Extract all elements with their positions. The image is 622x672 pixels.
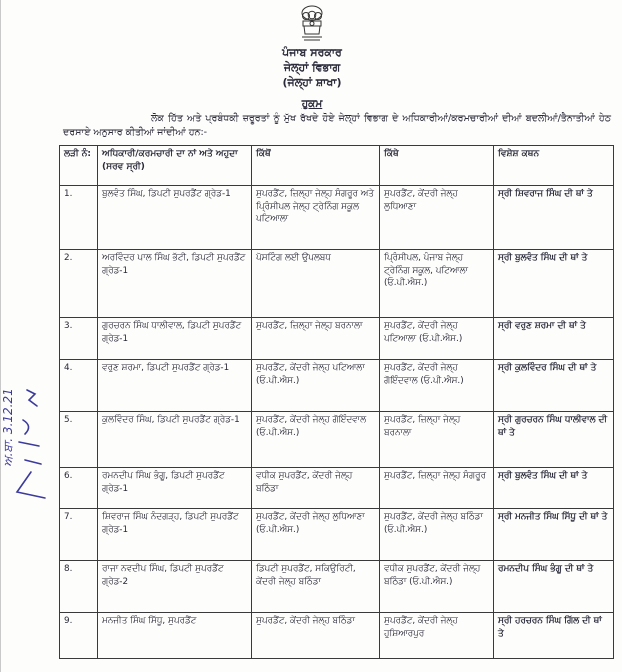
cell-serial: 9.: [60, 613, 98, 659]
cell-officer: ਕੁਲਵਿੰਦਰ ਸਿੰਘ, ਡਿਪਟੀ ਸੁਪਰਡੈਂਟ ਗ੍ਰੇਡ-1: [98, 412, 252, 468]
table-row: [60, 561, 614, 613]
cell-officer: ਵਰੁਣ ਸ਼ਰਮਾ, ਡਿਪਟੀ ਸੁਪਰਡੈਂਟ ਗ੍ਰੇਡ-1: [98, 360, 252, 412]
cell-remarks: ਸ੍ਰੀ ਬੁਲਵੰਤ ਸਿੰਘ ਦੀ ਥਾਂ ਤੇ: [494, 250, 614, 318]
cell-remarks: ਸ੍ਰੀ ਹਰਚਰਨ ਸਿੰਘ ਗਿੱਲ ਦੀ ਥਾਂ ਤੇ: [494, 613, 614, 659]
header-from: ਕਿੱਥੋਂ: [252, 146, 380, 186]
table-row: [60, 509, 614, 561]
cell-from: ਡਿਪਟੀ ਸੁਪਰਡੈਂਟ, ਸਕਿਉਰਿਟੀ, ਕੇਂਦਰੀ ਜੇਲ੍ਹ ਬਠਿੰਡਾ: [252, 561, 380, 613]
header-serial: ਲੜੀ ਨੰ:: [60, 146, 98, 186]
cell-to: ਸੁਪਰਡੈਂਟ, ਕੇਂਦਰੀ ਜੇਲ੍ਹ ਹੁਸ਼ਿਆਰਪੁਰ: [380, 613, 494, 659]
table-row: [60, 412, 614, 468]
branch-title: (ਜੇਲ੍ਹਾਂ ਸ਼ਾਖਾ): [282, 76, 342, 89]
cell-remarks: ਸ੍ਰੀ ਕੁਲਵਿੰਦਰ ਸਿੰਘ ਦੀ ਥਾਂ ਤੇ: [494, 360, 614, 412]
table-row: [60, 250, 614, 318]
cell-from: ਪੋਸਟਿੰਗ ਲਈ ਉਪਲਬਧ: [252, 250, 380, 318]
cell-from: ਸੁਪਰਡੈਂਟ, ਜ਼ਿਲ੍ਹਾ ਜੇਲ੍ਹ ਸੰਗਰੂਰ ਅਤੇ ਪ੍ਰਿੰਸੀਪਲ ਜੇਲ੍ਹ ਟ੍ਰੇਨਿੰਗ ਸਕੂਲ ਪਟਿਆਲਾ: [252, 186, 380, 250]
table-header-row: [60, 146, 614, 186]
cell-to: ਪ੍ਰਿੰਸੀਪਲ, ਪੰਜਾਬ ਜੇਲ੍ਹ ਟ੍ਰੇਨਿੰਗ ਸਕੂਲ, ਪਟਿਆਲਾ (ਓ.ਪੀ.ਐਸ.): [380, 250, 494, 318]
cell-serial: 6.: [60, 468, 98, 509]
table-row: [60, 360, 614, 412]
cell-serial: 8.: [60, 561, 98, 613]
cell-serial: 7.: [60, 509, 98, 561]
table-row: [60, 186, 614, 250]
cell-from: ਸੁਪਰਡੈਂਟ, ਜ਼ਿਲ੍ਹਾ ਜੇਲ੍ਹ ਬਰਨਾਲਾ: [252, 318, 380, 360]
cell-serial: 2.: [60, 250, 98, 318]
cell-from: ਸੁਪਰਡੈਂਟ, ਕੇਂਦਰੀ ਜੇਲ੍ਹ ਗੋਇੰਦਵਾਲ (ਓ.ਪੀ.ਐਸ.): [252, 412, 380, 468]
cell-officer: ਬੁਲਵੰਤ ਸਿੰਘ, ਡਿਪਟੀ ਸੁਪਰਡੈਂਟ ਗ੍ਰੇਡ-1: [98, 186, 252, 250]
order-intro-paragraph: ਲੋਕ ਹਿੱਤ ਅਤੇ ਪ੍ਰਬੰਧਕੀ ਜ਼ਰੂਰਤਾਂ ਨੂੰ ਮੁੱਖ ਰੱਖਦੇ ਹੋਏ ਜੇਲ੍ਹਾਂ ਵਿਭਾਗ ਦੇ ਅਧਿਕਾਰੀਆਂ/ਕਰਮਚਾਰੀਆਂ ਦੀਆਂ ਬਦਲੀਆਂ/ਤੈਨਾਤੀਆਂ ਹੇਠ ਦਰਸਾਏ ਅਨੁਸਾਰ ਕੀਤੀਆਂ ਜਾਂਦੀਆਂ ਹਨ:-: [63, 113, 611, 138]
cell-remarks: ਸ੍ਰੀ ਵਰੁਣ ਸ਼ਰਮਾ ਦੀ ਥਾਂ ਤੇ: [494, 318, 614, 360]
cell-serial: 5.: [60, 412, 98, 468]
cell-remarks: ਰਮਨਦੀਪ ਸਿੰਘ ਭੰਗੂ ਦੀ ਥਾਂ ਤੇ: [494, 561, 614, 613]
table-row: [60, 468, 614, 509]
cell-serial: 3.: [60, 318, 98, 360]
cell-to: ਸੁਪਰਡੈਂਟ, ਕੇਂਦਰੀ ਜੇਲ੍ਹ ਲੁਧਿਆਣਾ: [380, 186, 494, 250]
cell-remarks: ਸ੍ਰੀ ਮਨਜੀਤ ਸਿੰਘ ਸਿੱਧੂ ਦੀ ਥਾਂ ਤੇ: [494, 509, 614, 561]
cell-to: ਸੁਪਰਡੈਂਟ, ਜ਼ਿਲ੍ਹਾ ਜੇਲ੍ਹ ਸੰਗਰੂਰ: [380, 468, 494, 509]
cell-from: ਸੁਪਰਡੈਂਟ, ਕੇਂਦਰੀ ਜੇਲ੍ਹ ਬਠਿੰਡਾ: [252, 613, 380, 659]
cell-officer: ਮਨਜੀਤ ਸਿੰਘ ਸਿੱਧੂ, ਸੁਪਰਡੈਂਟ: [98, 613, 252, 659]
cell-to: ਸੁਪਰਡੈਂਟ, ਕੇਂਦਰੀ ਜੇਲ੍ਹ ਪਟਿਆਲਾ (ਓ.ਪੀ.ਐਸ.): [380, 318, 494, 360]
cell-to: ਸੁਪਰਡੈਂਟ, ਕੇਂਦਰੀ ਜੇਲ੍ਹ ਗੋਇੰਦਵਾਲ (ਓ.ਪੀ.ਐਸ.): [380, 360, 494, 412]
cell-from: ਵਧੀਕ ਸੁਪਰਡੈਂਟ, ਕੇਂਦਰੀ ਜੇਲ੍ਹ ਬਠਿੰਡਾ: [252, 468, 380, 509]
header-remarks: ਵਿਸ਼ੇਸ਼ ਕਥਨ: [494, 146, 614, 186]
table-row: [60, 318, 614, 360]
transfer-table: [59, 145, 614, 659]
cell-from: ਸੁਪਰਡੈਂਟ, ਕੇਂਦਰੀ ਜੇਲ੍ਹ ਲੁਧਿਆਣਾ (ਓ.ਪੀ.ਐਸ.): [252, 509, 380, 561]
cell-remarks: ਸ੍ਰੀ ਸ਼ਿਵਰਾਜ ਸਿੰਘ ਦੀ ਥਾਂ ਤੇ: [494, 186, 614, 250]
cell-officer: ਅਰਵਿੰਦਰ ਪਾਲ ਸਿੰਘ ਭੱਟੀ, ਡਿਪਟੀ ਸੁਪਰਡੈਂਟ ਗ੍ਰੇਡ-1: [98, 250, 252, 318]
cell-officer: ਗੁਰਚਰਨ ਸਿੰਘ ਧਾਲੀਵਾਲ, ਡਿਪਟੀ ਸੁਪਰਡੈਂਟ ਗ੍ਰੇਡ-1: [98, 318, 252, 360]
cell-to: ਵਧੀਕ ਸੁਪਰਡੈਂਟ, ਕੇਂਦਰੀ ਜੇਲ੍ਹ ਬਠਿੰਡਾ (ਓ.ਪੀ.ਐਸ.): [380, 561, 494, 613]
state-emblem-icon: [295, 4, 329, 44]
cell-remarks: ਸ੍ਰੀ ਬੁਲਵੰਤ ਸਿੰਘ ਦੀ ਥਾਂ ਤੇ: [494, 468, 614, 509]
table-row: [60, 613, 614, 659]
margin-note-text: ਅ.ਬਾ. 3.12.21: [0, 388, 15, 467]
cell-officer: ਰਮਨਦੀਪ ਸਿੰਘ ਭੰਗੂ, ਡਿਪਟੀ ਸੁਪਰਡੈਂਟ ਗ੍ਰੇਡ-1: [98, 468, 252, 509]
govt-title: ਪੰਜਾਬ ਸਰਕਾਰ: [282, 46, 342, 59]
cell-officer: ਸ਼ਿਵਰਾਜ ਸਿੰਘ ਨੰਦਗੜ੍ਹ, ਡਿਪਟੀ ਸੁਪਰਡੈਂਟ ਗ੍ਰੇਡ-1: [98, 509, 252, 561]
cell-to: ਸੁਪਰਡੈਂਟ, ਕੇਂਦਰੀ ਜੇਲ੍ਹ ਬਠਿੰਡਾ (ਓ.ਪੀ.ਐਸ.): [380, 509, 494, 561]
header-officer: ਅਧਿਕਾਰੀ/ਕਰਮਚਾਰੀ ਦਾ ਨਾਂ ਅਤੇ ਅਹੁਦਾ (ਸਰਵ ਸ੍ਰੀ): [98, 146, 252, 186]
cell-serial: 4.: [60, 360, 98, 412]
cell-officer: ਰਾਜਾ ਨਵਦੀਪ ਸਿੰਘ, ਡਿਪਟੀ ਸੁਪਰਡੈਂਟ ਗ੍ਰੇਡ-2: [98, 561, 252, 613]
cell-remarks: ਸ੍ਰੀ ਗੁਰਚਰਨ ਸਿੰਘ ਧਾਲੀਵਾਲ ਦੀ ਥਾਂ ਤੇ: [494, 412, 614, 468]
cell-from: ਸੁਪਰਡੈਂਟ, ਕੇਂਦਰੀ ਜੇਲ੍ਹ ਪਟਿਆਲਾ (ਓ.ਪੀ.ਐਸ.): [252, 360, 380, 412]
cell-to: ਸੁਪਰਡੈਂਟ, ਜ਼ਿਲ੍ਹਾ ਜੇਲ੍ਹ ਬਰਨਾਲਾ: [380, 412, 494, 468]
cell-serial: 1.: [60, 186, 98, 250]
order-heading: ਹੁਕਮ: [301, 98, 323, 110]
handwritten-margin-note: [0, 380, 55, 510]
department-title: ਜੇਲ੍ਹਾਂ ਵਿਭਾਗ: [283, 61, 341, 74]
header-to: ਕਿੱਥੇ: [380, 146, 494, 186]
